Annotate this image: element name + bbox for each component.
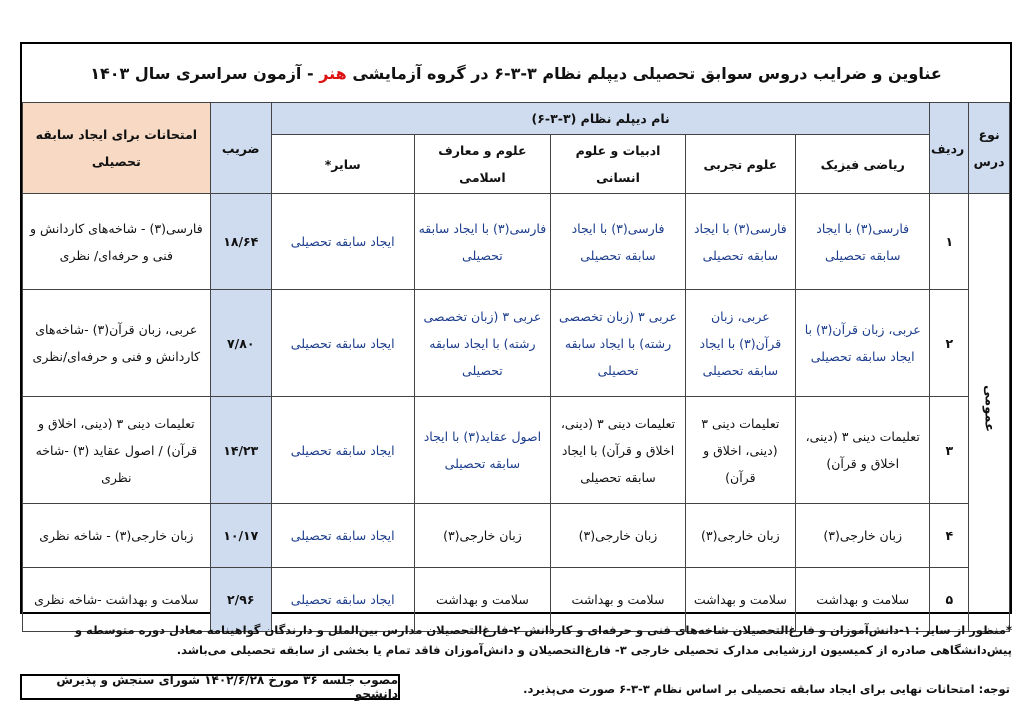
table-row xyxy=(23,290,1010,397)
cell-exam: عربی، زبان قرآن(۳) -شاخه‌های کاردانش و فنی و حرفه‌ای/نظری xyxy=(23,290,211,397)
cell-coef: ۱۴/۲۳ xyxy=(210,397,271,504)
table-row xyxy=(23,504,1010,568)
cell-lit: عربی ۳ (زبان تخصصی رشته) با ایجاد سابقه تحصیلی xyxy=(551,290,686,397)
row-number: ۵ xyxy=(930,568,969,632)
cell-other: ایجاد سابقه تحصیلی xyxy=(271,504,414,568)
cell-exp: سلامت و بهداشت xyxy=(685,568,795,632)
cell-lit: تعلیمات دینی ۳ (دینی، اخلاق و قرآن) با ایجاد سابقه تحصیلی xyxy=(551,397,686,504)
approval-box: مصوب جلسه ۳۶ مورخ ۱۴۰۲/۶/۲۸ شورای سنجش و پذیرش دانشجو xyxy=(20,674,400,700)
header-lit: ادبیات و علوم انسانی xyxy=(551,135,686,194)
cell-lit: فارسی(۳) با ایجاد سابقه تحصیلی xyxy=(551,194,686,290)
cell-other: ایجاد سابقه تحصیلی xyxy=(271,397,414,504)
header-islamic: علوم و معارف اسلامی xyxy=(414,135,551,194)
cell-islamic: اصول عقاید(۳) با ایجاد سابقه تحصیلی xyxy=(414,397,551,504)
cell-coef: ۱۰/۱۷ xyxy=(210,504,271,568)
table-row xyxy=(23,194,1010,290)
cell-exp: عربی، زبان قرآن(۳) با ایجاد سابقه تحصیلی xyxy=(685,290,795,397)
cell-other: ایجاد سابقه تحصیلی xyxy=(271,290,414,397)
cell-lit: سلامت و بهداشت xyxy=(551,568,686,632)
title-suffix: - آزمون سراسری سال ۱۴۰۳ xyxy=(90,63,314,83)
cell-exam: تعلیمات دینی ۳ (دینی، اخلاق و قرآن) / اصول عقاید (۳) -شاخه نظری xyxy=(23,397,211,504)
cell-islamic: سلامت و بهداشت xyxy=(414,568,551,632)
header-other: سایر* xyxy=(271,135,414,194)
note-text: توجه: امتحانات نهایی برای ایجاد سابقه تحصیلی بر اساس نظام ۳-۳-۶ صورت می‌پذیرد. xyxy=(523,682,1010,696)
cell-exp: تعلیمات دینی ۳ (دینی، اخلاق و قرآن) xyxy=(685,397,795,504)
cell-coef: ۱۸/۶۴ xyxy=(210,194,271,290)
row-number: ۴ xyxy=(930,504,969,568)
header-math: ریاضی فیزیک xyxy=(795,135,930,194)
header-coef: ضریب xyxy=(210,103,271,194)
cell-islamic: عربی ۳ (زبان تخصصی رشته) با ایجاد سابقه تحصیلی xyxy=(414,290,551,397)
cell-math: سلامت و بهداشت xyxy=(795,568,930,632)
row-number: ۲ xyxy=(930,290,969,397)
footnote: *منظور از سایر : ۱-دانش‌آموزان و فارغ‌التحصیلان شاخه‌های فنی و حرفه‌ای و کاردانش ۲-فارغ‌التحصیلان مدارس بین‌الملل و دارندگان گواهینامه معادل دوره متوسطه و پیش‌دانشگاهی صادره از کمیسیون ارزشیابی مدارک تحصیلی خارجی ۳- فارغ‌التحصیلان و دانش‌آموزان فاقد تمام یا بخشی از سابقه تحصیلی می‌باشد. xyxy=(74,623,1012,657)
cell-exp: فارسی(۳) با ایجاد سابقه تحصیلی xyxy=(685,194,795,290)
header-row: ردیف xyxy=(930,103,969,194)
header-diploma-group: نام دیپلم نظام (۳-۳-۶) xyxy=(271,103,930,135)
cell-other: ایجاد سابقه تحصیلی xyxy=(271,194,414,290)
cell-coef: ۲/۹۶ xyxy=(210,568,271,632)
cell-islamic: فارسی(۳) با ایجاد سابقه تحصیلی xyxy=(414,194,551,290)
cell-exam: فارسی(۳) - شاخه‌های کاردانش و فنی و حرفه‌ای/ نظری xyxy=(23,194,211,290)
header-exp: علوم تجربی xyxy=(685,135,795,194)
title-text: عناوین و ضرایب دروس سوابق تحصیلی دیپلم نظام ۳-۳-۶ در گروه آزمایشی xyxy=(352,63,942,83)
cell-exp: زبان خارجی(۳) xyxy=(685,504,795,568)
page-title xyxy=(22,44,1010,104)
cell-islamic: زبان خارجی(۳) xyxy=(414,504,551,568)
cell-lit: زبان خارجی(۳) xyxy=(551,504,686,568)
cell-other: ایجاد سابقه تحصیلی xyxy=(271,568,414,632)
table-frame xyxy=(20,42,1012,614)
courses-table xyxy=(22,102,1010,632)
row-number: ۳ xyxy=(930,397,969,504)
row-number: ۱ xyxy=(930,194,969,290)
title-highlight: هنر xyxy=(319,63,347,83)
table-row xyxy=(23,397,1010,504)
header-exams: امتحانات برای ایجاد سابقه تحصیلی xyxy=(23,103,211,194)
cell-math: فارسی(۳) با ایجاد سابقه تحصیلی xyxy=(795,194,930,290)
type-cell: عمومی xyxy=(969,194,1010,632)
cell-math: عربی، زبان قرآن(۳) با ایجاد سابقه تحصیلی xyxy=(795,290,930,397)
cell-exam: سلامت و بهداشت -شاخه نظری xyxy=(23,568,211,632)
cell-coef: ۷/۸۰ xyxy=(210,290,271,397)
cell-math: زبان خارجی(۳) xyxy=(795,504,930,568)
cell-exam: زبان خارجی(۳) - شاخه نظری xyxy=(23,504,211,568)
header-type: نوع درس xyxy=(969,103,1010,194)
cell-math: تعلیمات دینی ۳ (دینی، اخلاق و قرآن) xyxy=(795,397,930,504)
